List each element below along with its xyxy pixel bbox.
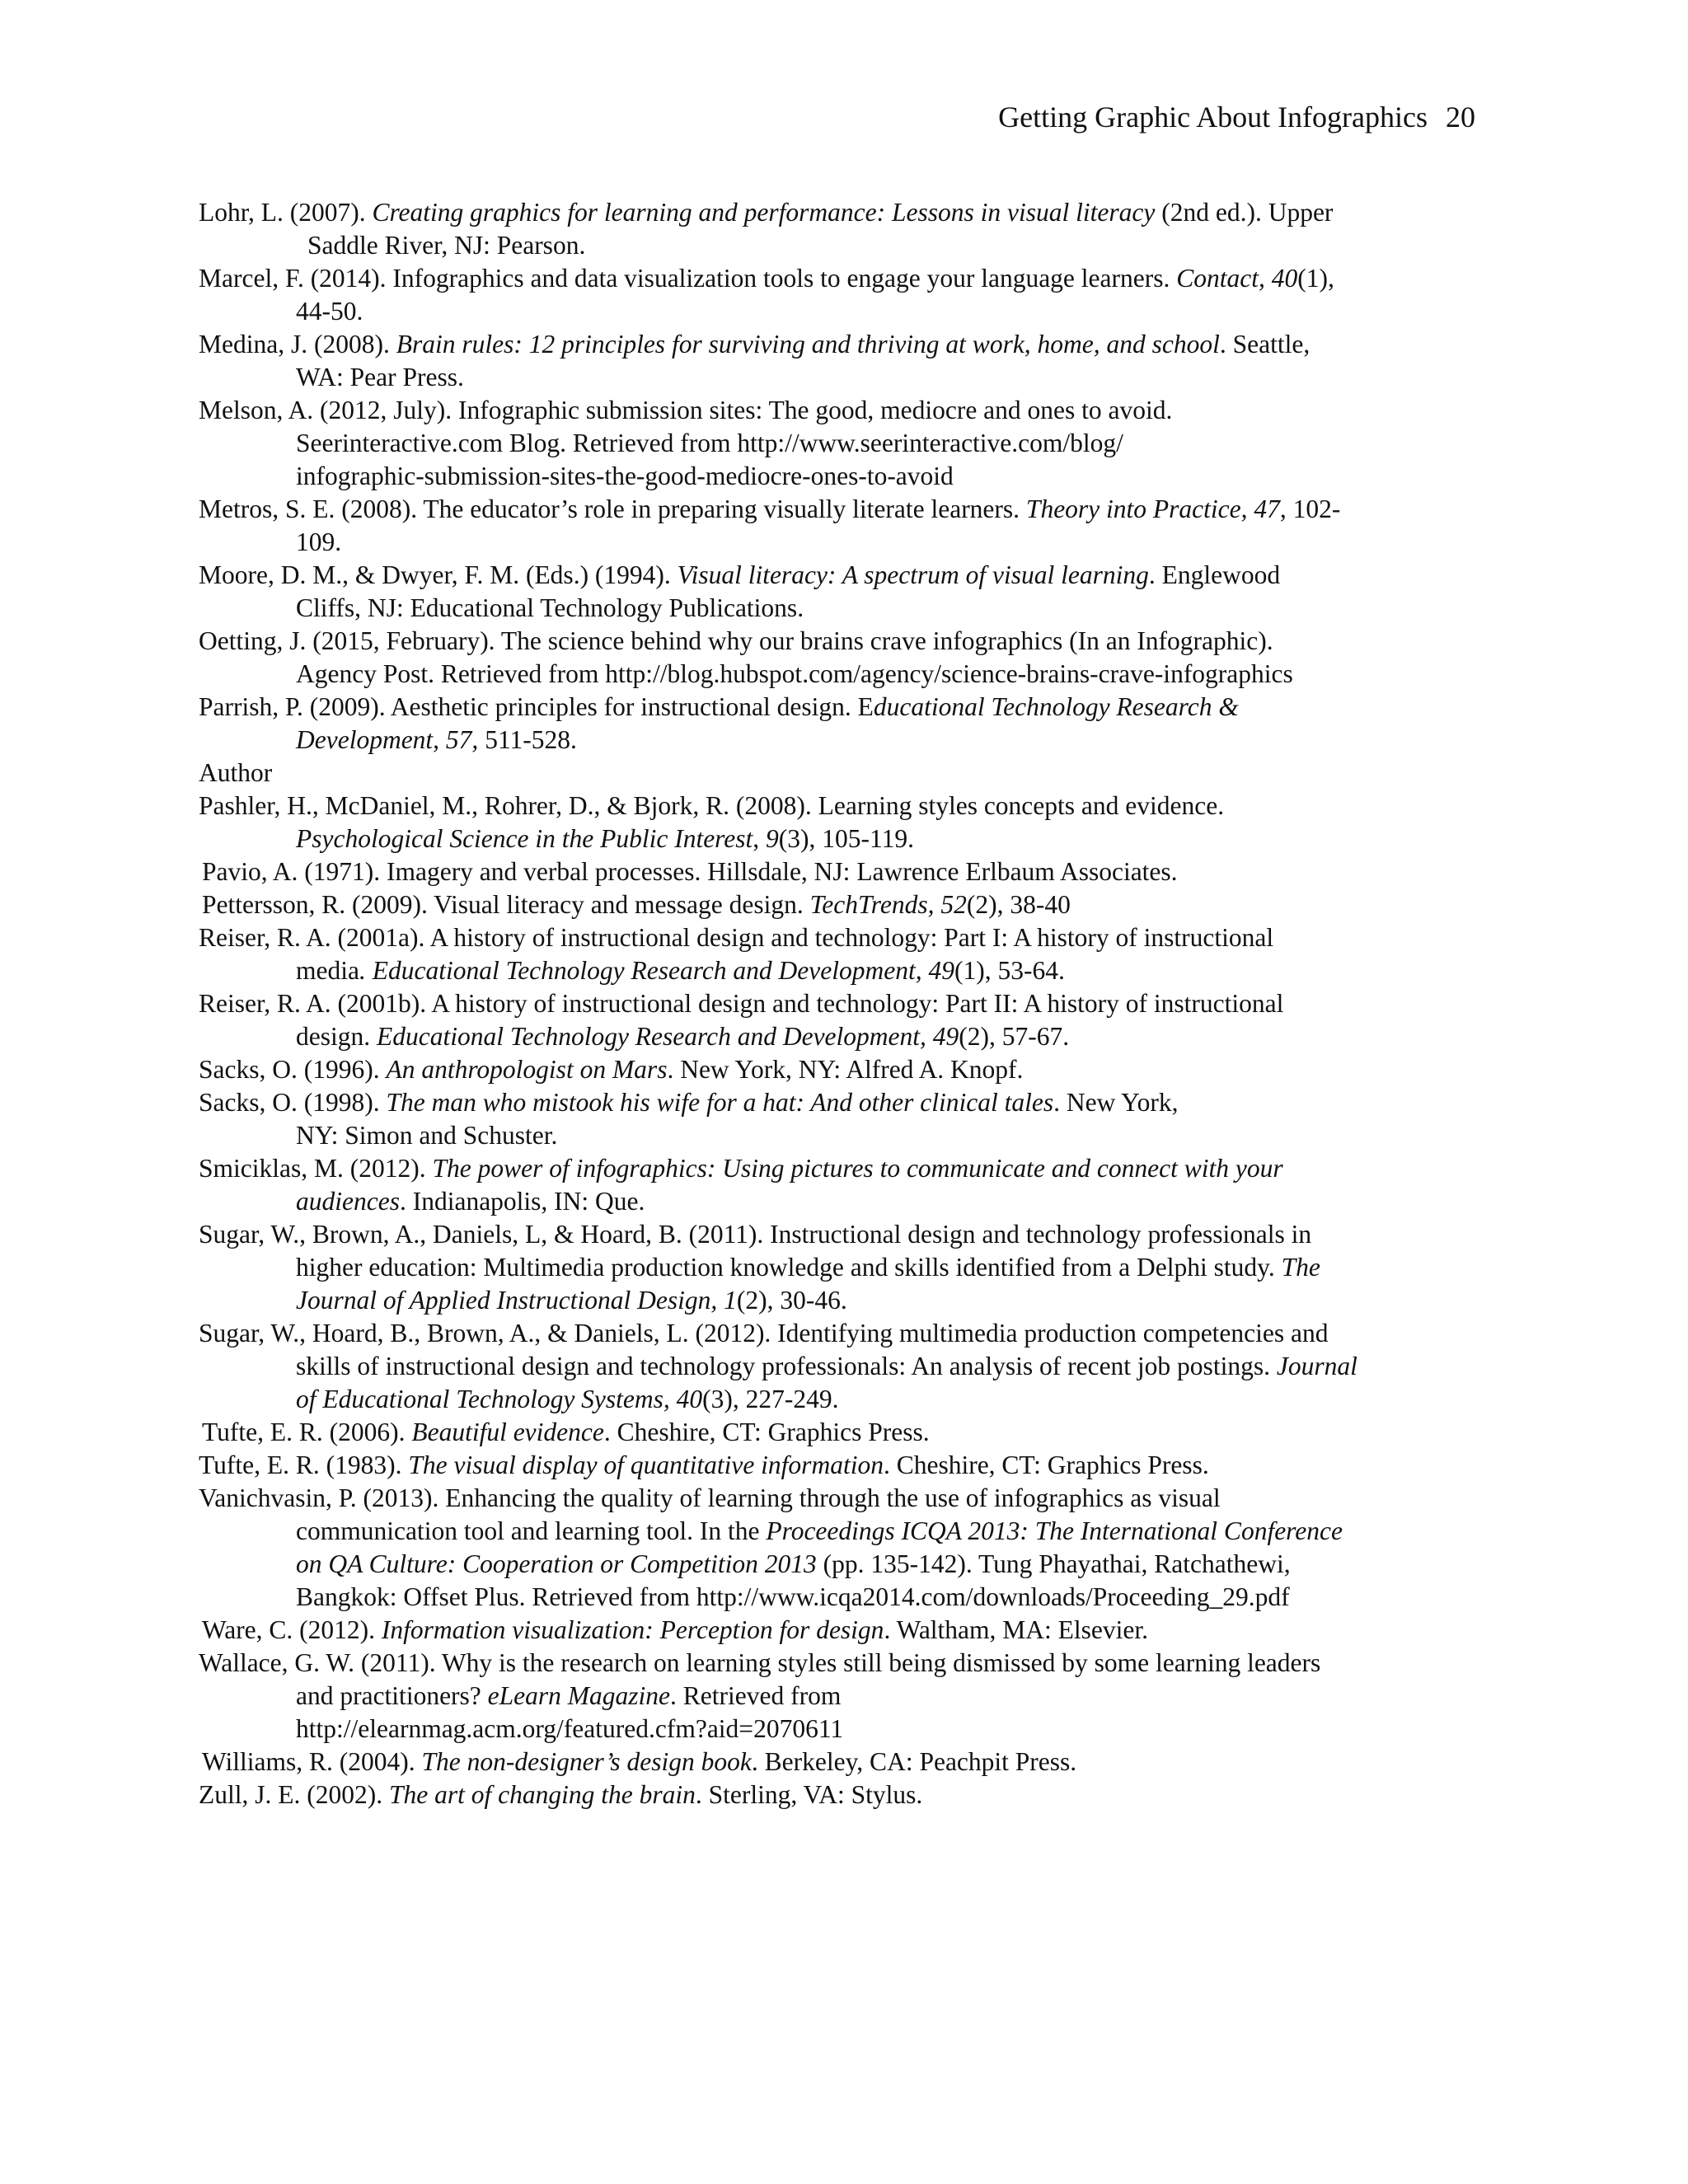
italic-text: 9 (766, 824, 779, 853)
reference-text: Cliffs, NJ: Educational Technology Publications. (296, 593, 804, 622)
reference-text: Williams, R. (2004). (202, 1747, 422, 1776)
reference-text: (3), 227-249. (702, 1385, 839, 1413)
reference-first-line (199, 493, 1493, 526)
running-head-title: Getting Graphic About Infographics (998, 101, 1428, 134)
reference-text: Metros, S. E. (2008). The educator’s role in preparing visually literate learners. (199, 494, 1026, 523)
reference-continuation-line (199, 1581, 1493, 1614)
reference-entry (199, 1482, 1493, 1614)
italic-text: Visual literacy: A spectrum of visual learning (677, 560, 1149, 589)
reference-text: . New York, NY: Alfred A. Knopf. (667, 1055, 1024, 1084)
reference-text: Pashler, H., McDaniel, M., Rohrer, D., & Bjork, R. (2008). Learning styles concepts and evidence. (199, 791, 1225, 820)
reference-entry (199, 196, 1493, 262)
reference-first-line (199, 1614, 1493, 1647)
reference-entry (199, 1053, 1493, 1086)
italic-text: Proceedings ICQA 2013: The International Conference (766, 1516, 1343, 1545)
reference-text: (pp. 135-142). Tung Phayathai, Ratchathewi, (816, 1549, 1291, 1578)
reference-first-line (199, 855, 1493, 888)
reference-entry (199, 394, 1493, 493)
reference-text: WA: Pear Press. (296, 363, 464, 391)
reference-entry (199, 757, 1493, 790)
italic-text: on QA Culture: Cooperation or Competition 2013 (296, 1549, 817, 1578)
reference-continuation-line (199, 1119, 1493, 1152)
reference-text: Agency Post. Retrieved from http://blog.hubspot.com/agency/science-brains-crave-infographics (296, 659, 1293, 688)
reference-text: . Retrieved from (670, 1681, 842, 1710)
reference-text: Bangkok: Offset Plus. Retrieved from http://www.icqa2014.com/downloads/Proceeding_29.pdf (296, 1582, 1290, 1611)
reference-text: (1), 53-64. (954, 956, 1065, 985)
reference-entry (199, 1317, 1493, 1416)
reference-text: Reiser, R. A. (2001a). A history of instructional design and technology: Part I: A history of instructional (199, 923, 1274, 952)
reference-continuation-line (199, 592, 1493, 625)
italic-text: Contact, 40 (1176, 264, 1298, 293)
reference-continuation-line (199, 1680, 1493, 1713)
reference-text: higher education: Multimedia production knowledge and skills identified from a Delphi study. (296, 1253, 1282, 1282)
italic-text: Journal of Applied Instructional Design, 1 (296, 1286, 737, 1315)
reference-entry (199, 855, 1493, 888)
page-number: 20 (1446, 101, 1475, 134)
reference-entry (199, 921, 1493, 987)
reference-text: Pettersson, R. (2009). Visual literacy and message design. (202, 890, 810, 919)
reference-first-line (199, 691, 1493, 724)
reference-continuation-line (199, 1713, 1493, 1746)
reference-text: Sugar, W., Hoard, B., Brown, A., & Daniels, L. (2012). Identifying multimedia production competencies and (199, 1319, 1329, 1347)
reference-text: Zull, J. E. (2002). (199, 1780, 389, 1809)
reference-text: . Berkeley, CA: Peachpit Press. (751, 1747, 1077, 1776)
reference-text: Oetting, J. (2015, February). The science behind why our brains crave infographics (In an Infographic). (199, 626, 1273, 655)
italic-text: Development, 57, (296, 725, 479, 754)
reference-continuation-line (199, 1350, 1493, 1383)
reference-text: Wallace, G. W. (2011). Why is the research on learning styles still being dismissed by some learning leaders (199, 1648, 1321, 1677)
reference-entry (199, 1614, 1493, 1647)
italic-text: The man who mistook his wife for a hat: And other clinical tales (386, 1088, 1054, 1117)
reference-first-line (199, 1779, 1493, 1811)
reference-text: Vanichvasin, P. (2013). Enhancing the quality of learning through the use of infographics as visual (199, 1483, 1221, 1512)
reference-entry (199, 493, 1493, 559)
reference-text: Lohr, L. (2007). (199, 198, 373, 227)
reference-entry (199, 1746, 1493, 1779)
reference-text: 511-528. (478, 725, 577, 754)
reference-first-line (199, 559, 1493, 592)
italic-text: Creating graphics for learning and performance: Lessons in visual literacy (372, 198, 1156, 227)
reference-continuation-line (199, 460, 1493, 493)
reference-text: and practitioners? (296, 1681, 488, 1710)
italic-text: Educational Technology Research and Development, 49 (377, 1022, 959, 1051)
italic-text: eLearn Magazine (487, 1681, 671, 1710)
reference-text: (2), 30-46. (736, 1286, 847, 1315)
reference-text: skills of instructional design and technology professionals: An analysis of recent job postings. (296, 1352, 1277, 1380)
reference-text: communication tool and learning tool. In the (296, 1516, 767, 1545)
reference-continuation-line (199, 1020, 1493, 1053)
reference-text: . Cheshire, CT: Graphics Press. (883, 1451, 1209, 1479)
reference-text: Medina, J. (2008). (199, 330, 396, 359)
reference-first-line (199, 987, 1493, 1020)
reference-text: (1), (1297, 264, 1334, 293)
italic-text: The (1281, 1253, 1320, 1282)
reference-continuation-line (199, 1383, 1493, 1416)
reference-continuation-line (199, 954, 1493, 987)
reference-continuation-line (199, 1251, 1493, 1284)
reference-text: Author (199, 758, 273, 787)
italic-text: . Educational Technology Research and Development, 49 (359, 956, 954, 985)
reference-text: . Waltham, MA: Elsevier. (884, 1615, 1149, 1644)
reference-text: infographic-submission-sites-the-good-mediocre-ones-to-avoid (296, 462, 954, 490)
reference-text: . Seattle, (1219, 330, 1311, 359)
reference-first-line (199, 1152, 1493, 1185)
reference-continuation-line (199, 1548, 1493, 1581)
italic-text: Brain rules: 12 principles for surviving and thriving at work, home, and school (396, 330, 1220, 359)
reference-continuation-line (199, 229, 1493, 262)
italic-text: Journal (1276, 1352, 1357, 1380)
reference-entry (199, 1218, 1493, 1317)
reference-continuation-line (199, 361, 1493, 394)
reference-text: Seerinteractive.com Blog. Retrieved from http://www.seerinteractive.com/blog/ (296, 429, 1123, 457)
italic-text: An anthropologist on Mars (386, 1055, 668, 1084)
reference-entry (199, 328, 1493, 394)
reference-first-line (199, 888, 1493, 921)
reference-entry (199, 262, 1493, 328)
reference-first-line (199, 1053, 1493, 1086)
italic-text: Psychological Science in the Public Interest (296, 824, 753, 853)
italic-text: The visual display of quantitative information (408, 1451, 884, 1479)
reference-continuation-line (199, 1185, 1493, 1218)
reference-text: . Cheshire, CT: Graphics Press. (603, 1418, 930, 1446)
reference-text: Moore, D. M., & Dwyer, F. M. (Eds.) (1994). (199, 560, 678, 589)
reference-text: , 102- (1279, 494, 1341, 523)
reference-text: Saddle River, NJ: Pearson. (307, 231, 586, 260)
reference-first-line (199, 1449, 1493, 1482)
reference-continuation-line (199, 724, 1493, 757)
reference-continuation-line (199, 1284, 1493, 1317)
reference-text: . Sterling, VA: Stylus. (695, 1780, 923, 1809)
reference-first-line (199, 1647, 1493, 1680)
reference-first-line (199, 1218, 1493, 1251)
reference-text: Sugar, W., Brown, A., Daniels, L, & Hoard, B. (2011). Instructional design and technology professionals in (199, 1220, 1312, 1249)
reference-entry (199, 1779, 1493, 1811)
reference-list (199, 196, 1493, 1811)
reference-text: design. (296, 1022, 377, 1051)
reference-entry (199, 1449, 1493, 1482)
reference-first-line (199, 262, 1493, 295)
reference-first-line (199, 921, 1493, 954)
reference-first-line (199, 625, 1493, 658)
reference-first-line (199, 1416, 1493, 1449)
reference-entry (199, 691, 1493, 757)
italic-text: ducational Technology Research & (873, 692, 1239, 721)
reference-text: Smiciklas, M. (2012). (199, 1154, 433, 1183)
reference-continuation-line (199, 658, 1493, 691)
reference-entry (199, 625, 1493, 691)
reference-text: 109. (296, 527, 342, 556)
reference-entry (199, 1416, 1493, 1449)
reference-text: Tufte, E. R. (1983). (199, 1451, 409, 1479)
reference-text: Melson, A. (2012, July). Infographic submission sites: The good, mediocre and ones to avoid. (199, 396, 1173, 424)
reference-entry (199, 987, 1493, 1053)
reference-text: . Englewood (1148, 560, 1281, 589)
italic-text: The non-designer’s design book (421, 1747, 752, 1776)
reference-text: Ware, C. (2012). (202, 1615, 382, 1644)
reference-continuation-line (199, 427, 1493, 460)
reference-first-line (199, 328, 1493, 361)
reference-continuation-line (199, 526, 1493, 559)
italic-text: The power of infographics: Using pictures to communicate and connect with your (432, 1154, 1283, 1183)
reference-first-line (199, 394, 1493, 427)
reference-text: Marcel, F. (2014). Infographics and data visualization tools to engage your language learners. (199, 264, 1177, 293)
italic-text: audiences (296, 1187, 400, 1216)
reference-first-line (199, 757, 1493, 790)
italic-text: TechTrends, 52 (809, 890, 967, 919)
reference-text: . Indianapolis, IN: Que. (399, 1187, 645, 1216)
reference-entry (199, 1152, 1493, 1218)
reference-entry (199, 1086, 1493, 1152)
reference-first-line (199, 1086, 1493, 1119)
reference-text: (2nd ed.). Upper (1155, 198, 1334, 227)
reference-first-line (199, 196, 1493, 229)
reference-entry (199, 888, 1493, 921)
running-head (998, 97, 1475, 137)
reference-first-line (199, 1317, 1493, 1350)
reference-continuation-line (199, 1515, 1493, 1548)
reference-first-line (199, 790, 1493, 823)
reference-text: (2), 38-40 (966, 890, 1071, 919)
reference-text: (3), 105-119. (778, 824, 914, 853)
reference-text: Sacks, O. (1996). (199, 1055, 387, 1084)
reference-text: . New York, (1053, 1088, 1179, 1117)
reference-text: NY: Simon and Schuster. (296, 1121, 558, 1150)
reference-entry (199, 559, 1493, 625)
reference-text: Tufte, E. R. (2006). (202, 1418, 412, 1446)
reference-text: Sacks, O. (1998). (199, 1088, 387, 1117)
reference-entry (199, 1647, 1493, 1746)
reference-text: 44-50. (296, 297, 363, 326)
reference-text: Reiser, R. A. (2001b). A history of instructional design and technology: Part II: A history of instructional (199, 989, 1284, 1018)
italic-text: The art of changing the brain (388, 1780, 696, 1809)
reference-text: Parrish, P. (2009). Aesthetic principles for instructional design. E (199, 692, 874, 721)
reference-text: http://elearnmag.acm.org/featured.cfm?aid=2070611 (296, 1714, 844, 1743)
italic-text: Information visualization: Perception for design (381, 1615, 884, 1644)
reference-text: , (753, 824, 767, 853)
reference-continuation-line (199, 823, 1493, 855)
italic-text: of Educational Technology Systems, 40 (296, 1385, 703, 1413)
reference-continuation-line (199, 295, 1493, 328)
reference-text: media (296, 956, 359, 985)
reference-text: Pavio, A. (1971). Imagery and verbal processes. Hillsdale, NJ: Lawrence Erlbaum Associates. (202, 857, 1178, 886)
reference-first-line (199, 1482, 1493, 1515)
reference-entry (199, 790, 1493, 855)
italic-text: Theory into Practice, 47 (1025, 494, 1280, 523)
reference-first-line (199, 1746, 1493, 1779)
italic-text: Beautiful evidence (411, 1418, 604, 1446)
reference-text: (2), 57-67. (959, 1022, 1070, 1051)
